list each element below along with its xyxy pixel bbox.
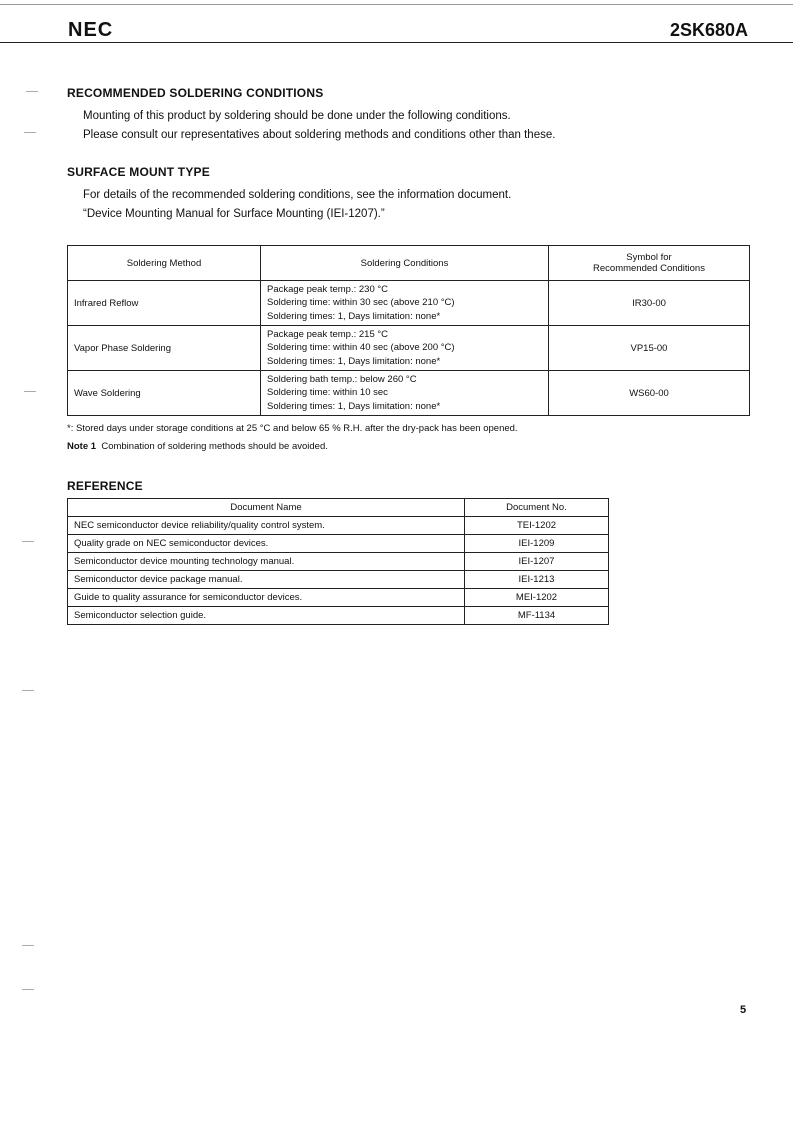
margin-mark [22,945,34,946]
conditions-cell [261,281,549,326]
method-cell: Wave Soldering [68,371,261,416]
condition-line: Soldering times: 1, Days limitation: none* [267,355,441,367]
method-cell: Infrared Reflow [68,281,261,326]
reference-table [67,498,609,625]
document-no-cell: MEI-1202 [465,589,609,607]
section-title-soldering: RECOMMENDED SOLDERING CONDITIONS [67,86,324,100]
document-name-cell: Semiconductor device mounting technology manual. [68,553,465,571]
surface-mount-intro [83,186,511,224]
condition-line: Soldering time: within 10 sec [267,387,388,399]
condition-line: Soldering time: within 40 sec (above 200 °C) [267,342,455,354]
column-header: Soldering Conditions [261,246,549,281]
paragraph-line: Mounting of this product by soldering should be done under the following conditions. [83,110,511,122]
margin-mark [22,690,34,691]
note-1 [67,441,328,452]
conditions-cell [261,371,549,416]
condition-line: Soldering time: within 30 sec (above 210 °C) [267,297,455,309]
soldering-conditions-table [67,245,750,416]
paragraph-line: For details of the recommended soldering conditions, see the information document. [83,189,512,201]
table-row [68,535,609,553]
condition-line: Soldering times: 1, Days limitation: none* [267,400,441,412]
section-title-surface-mount: SURFACE MOUNT TYPE [67,165,210,179]
section-title-reference: REFERENCE [67,479,143,493]
header-rule [0,42,793,43]
table-row [68,326,750,371]
document-name-cell: Quality grade on NEC semiconductor devices. [68,535,465,553]
margin-mark [24,132,36,133]
margin-mark [22,989,34,990]
soldering-intro [83,107,555,145]
table-row [68,589,609,607]
note-label: Note 1 [67,441,97,452]
document-no-cell: IEI-1209 [465,535,609,553]
symbol-cell: IR30-00 [549,281,750,326]
margin-mark [24,391,36,392]
table-header-row [68,499,609,517]
nec-logo: NEC [68,19,114,41]
column-header-line: Symbol for [626,252,672,263]
margin-mark [26,91,38,92]
document-no-cell: TEI-1202 [465,517,609,535]
table-row [68,571,609,589]
margin-mark [22,541,34,542]
paragraph-line: Please consult our representatives about soldering methods and conditions other than these. [83,129,556,141]
table-row [68,607,609,625]
top-rule [0,4,793,5]
document-no-cell: IEI-1207 [465,553,609,571]
paragraph-line: “Device Mounting Manual for Surface Mounting (IEI-1207).” [83,208,385,220]
column-header: Document Name [68,499,465,517]
conditions-cell [261,326,549,371]
column-header: Soldering Method [68,246,261,281]
document-no-cell: MF-1134 [465,607,609,625]
document-name-cell: Semiconductor device package manual. [68,571,465,589]
column-header-line: Recommended Conditions [593,263,705,274]
condition-line: Soldering bath temp.: below 260 °C [267,373,417,385]
document-name-cell: Semiconductor selection guide. [68,607,465,625]
table-row [68,371,750,416]
table-row [68,553,609,571]
footnote: *: Stored days under storage conditions at 25 °C and below 65 % R.H. after the dry-pack has been opened. [67,423,518,434]
document-name-cell: Guide to quality assurance for semiconductor devices. [68,589,465,607]
page-number: 5 [740,1004,747,1016]
column-header-symbol [549,246,750,281]
condition-line: Package peak temp.: 230 °C [267,283,389,295]
condition-line: Package peak temp.: 215 °C [267,328,389,340]
table-row [68,517,609,535]
table-row [68,281,750,326]
document-no-cell: IEI-1213 [465,571,609,589]
part-number: 2SK680A [669,20,748,40]
column-header: Document No. [465,499,609,517]
document-name-cell: NEC semiconductor device reliability/quality control system. [68,517,465,535]
method-cell: Vapor Phase Soldering [68,326,261,371]
symbol-cell: WS60-00 [549,371,750,416]
symbol-cell: VP15-00 [549,326,750,371]
condition-line: Soldering times: 1, Days limitation: none* [267,310,441,322]
note-text: Combination of soldering methods should be avoided. [101,441,328,452]
table-header-row [68,246,750,281]
